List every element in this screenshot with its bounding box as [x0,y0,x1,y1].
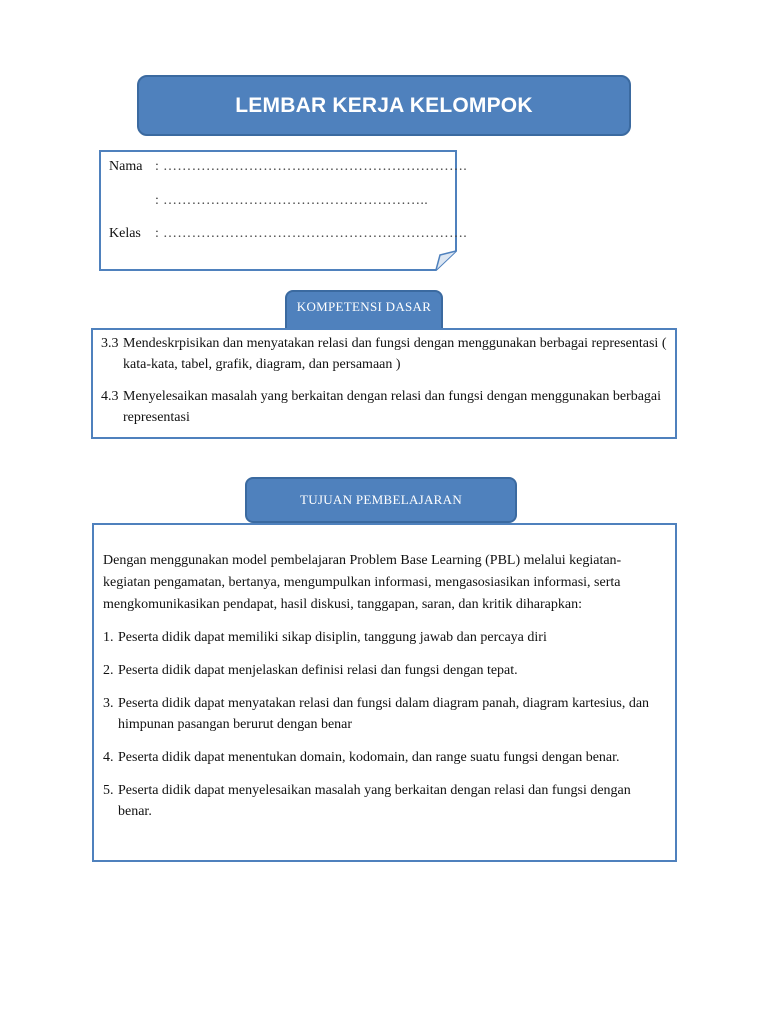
goal-text: Peserta didik dapat menjelaskan definisi relasi dan fungsi dengan tepat. [118,663,518,678]
goal-item [103,780,665,822]
name-field-row [109,159,467,175]
class-fill-line[interactable]: : ………………………………………………………. [155,226,468,241]
class-field-row [109,226,467,242]
goal-number: 5. [103,783,114,798]
goal-text: Peserta didik dapat menentukan domain, kodomain, dan range suatu fungsi dengan benar. [118,750,620,765]
goal-item [103,747,665,768]
extra-field-row [109,193,428,209]
tujuan-intro: Dengan menggunakan model pembelajaran Problem Base Learning (PBL) melalui kegiatan-kegiatan pengamatan, bertanya, mengumpulkan informasi, mengasosiasikan informasi, serta mengkomunikasikan pendapat, hasil diskusi, tanggapan, saran, dan kritik diharapkan: [103,553,622,612]
kompetensi-text: Mendeskrpisikan dan menyatakan relasi dan fungsi dengan menggunakan berbagai representasi ( kata-kata, tabel, grafik, diagram, dan persamaan ) [123,336,667,372]
name-label: Nama [109,159,143,174]
goal-text: Peserta didik dapat menyelesaikan masalah yang berkaitan dengan relasi dan fungsi dengan benar. [118,783,631,819]
goal-text: Peserta didik dapat menyatakan relasi dan fungsi dalam diagram panah, diagram kartesius, dan himpunan pasangan berurut dengan benar [118,696,650,732]
goal-item [103,693,665,735]
class-label: Kelas [109,226,141,241]
goal-item [103,660,665,681]
worksheet-title: LEMBAR KERJA KELOMPOK [137,75,631,136]
tujuan-box [92,523,677,862]
extra-fill-line[interactable]: : ……………………………………………….. [155,193,428,208]
goal-number: 3. [103,696,114,711]
kompetensi-item [101,333,667,375]
tujuan-heading: TUJUAN PEMBELAJARAN [245,477,517,523]
identity-card [99,150,468,271]
kompetensi-text: Menyelesaikan masalah yang berkaitan dengan relasi dan fungsi dengan menggunakan berbagai representasi [123,389,662,425]
kompetensi-heading: KOMPETENSI DASAR [285,290,443,338]
goal-item [103,627,665,648]
goal-number: 4. [103,750,114,765]
kompetensi-box [91,328,677,439]
name-fill-line[interactable]: : ………………………………………………………. [155,159,468,174]
kompetensi-number: 4.3 [101,389,119,404]
kompetensi-number: 3.3 [101,336,119,351]
goal-text: Peserta didik dapat memiliki sikap disiplin, tanggung jawab dan percaya diri [118,630,547,645]
kompetensi-item [101,386,667,428]
goal-number: 1. [103,630,114,645]
goal-number: 2. [103,663,114,678]
